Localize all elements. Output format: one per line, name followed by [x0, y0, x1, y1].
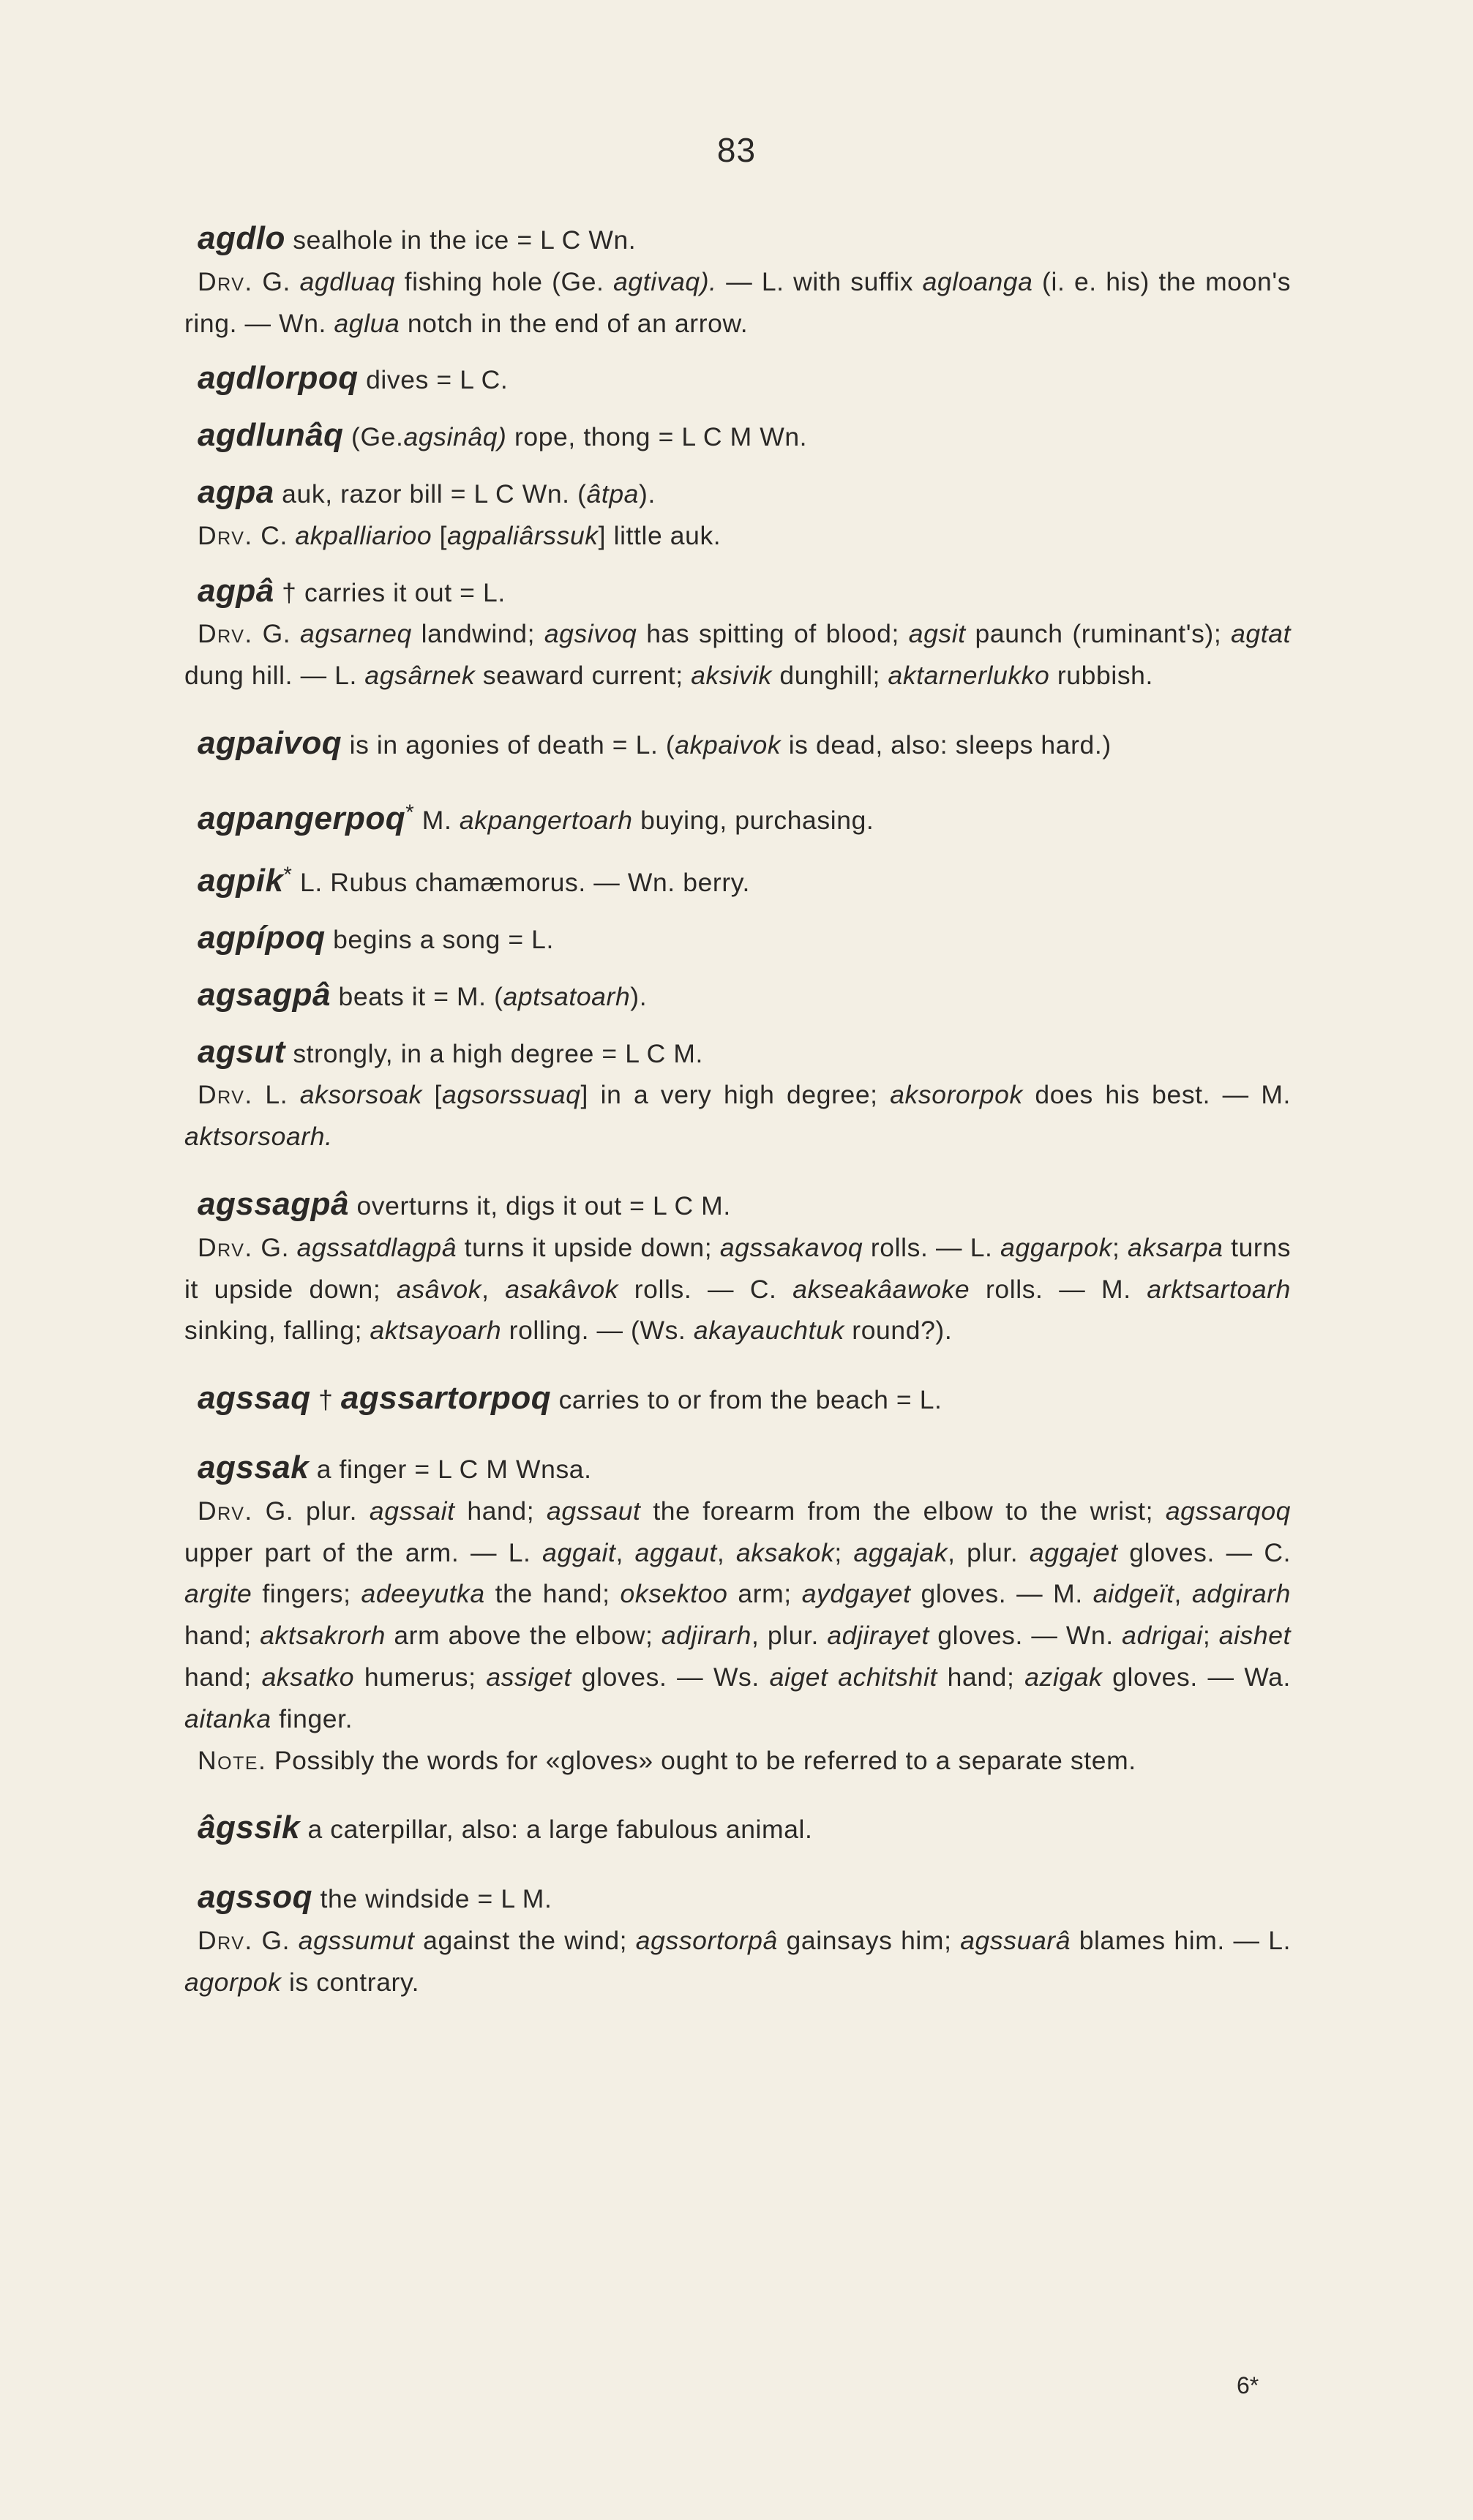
entry-agsagpa: agsagpâ beats it = M. (aptsatoarh).	[198, 976, 648, 1013]
entry-agpipoq: agpípoq begins a song = L.	[198, 920, 554, 956]
headword: agdlorpoq	[198, 360, 359, 397]
entry-agssaq: agssaq † agssartorpoq carries to or from the beach = L.	[198, 1380, 942, 1417]
headword: agpípoq	[198, 920, 326, 956]
derivation-label: Drv.	[198, 619, 253, 649]
entry-column	[184, 218, 1291, 2030]
headword: agssak	[198, 1449, 310, 1485]
derivation-label: Drv.	[198, 1232, 253, 1262]
entry-agdlunaq: agdlunâq (Ge.agsinâq) rope, thong = L C M Wn.	[198, 417, 808, 454]
headword: agssaq	[198, 1380, 311, 1417]
headword: agpaivoq	[198, 724, 342, 761]
headword: agsagpâ	[198, 976, 331, 1013]
entry-agsut: agsut strongly, in a high degree = L C M. Drv. L. aksorsoak [agsorssuaq] in a very high degree; aksororpok does his best. — M. aktsorsoarh.	[184, 1033, 1291, 1152]
derivation-label: Drv.	[198, 1496, 253, 1526]
headword: agdlo	[198, 220, 285, 256]
entry-agdlorpoq	[184, 358, 1291, 401]
headword: agpangerpoq	[198, 800, 406, 836]
page-number: 83	[716, 131, 757, 169]
derivation-label: Drv.	[198, 520, 253, 550]
headword: agdlunâq	[198, 417, 344, 454]
gloss: dives = L C.	[366, 365, 509, 395]
note-text: Possibly the words for «gloves» ought to be referred to a separate stem.	[274, 1745, 1136, 1775]
printer-signature: 6*	[1237, 2372, 1259, 2399]
derivation-label: Drv.	[198, 1080, 253, 1110]
headword-secondary: agssartorpoq	[340, 1380, 552, 1417]
headword: agssoq	[198, 1879, 313, 1916]
entry-agssoq: agssoq the windside = L M. Drv. G. agssumut against the wind; agssortorpâ gainsays him; agssuarâ blames him. — L. agorpok is contrary.	[184, 1879, 1292, 1997]
note-label: Note.	[198, 1745, 267, 1775]
entry-agdlo: agdlo sealhole in the ice = L C Wn. Drv. G. agdluaq fishing hole (Ge. agtivaq). — L. with suffix agloanga (i. e. his) the moon's ring. — Wn. aglua notch in the end of an arrow.	[184, 220, 1292, 338]
entry-agpangerpoq: agpangerpoq* M. akpangertoarh buying, purchasing.	[198, 800, 874, 836]
entry-agssik: âgssik a caterpillar, also: a large fabulous animal.	[198, 1810, 813, 1846]
headword: agssagpâ	[198, 1186, 349, 1222]
headword: agpik	[198, 863, 284, 899]
headword: agsut	[198, 1033, 285, 1070]
entry-agssak: agssak a finger = L C M Wnsa. Drv. G. plur. agssait hand; agssaut the forearm from the elbow to the wrist; agssarqoq upper part of the arm. — L. aggait, aggaut, aksakok; aggajak, plur. aggajet gloves. — C. argite fingers; adeeyutka the hand; oksektoo arm; aydgayet gloves. — M. aidgeït, adgirarh hand; aktsakrorh arm above the elbow; adjirarh, plur. adjirayet gloves. — Wn. adrigai; aishet hand; aksatko humerus; assiget gloves. — Ws. aiget achitshit hand; azigak gloves. — Wa. aitanka finger. Note. Possibly the words for «gloves» ought to be referred to a separate stem.	[184, 1449, 1292, 1775]
derivation-label: Drv.	[198, 266, 253, 296]
gloss: sealhole in the ice = L C Wn.	[293, 225, 637, 255]
headword: agpâ	[198, 572, 274, 609]
entry-agssagpa: agssagpâ overturns it, digs it out = L C M. Drv. G. agssatdlagpâ turns it upside down; agssakavoq rolls. — L. aggarpok; aksarpa turns it upside down; asâvok, asakâvok rolls. — C. akseakâawoke rolls. — M. arktsartoarh sinking, falling; aktsayoarh rolling. — (Ws. akayauchtuk round?).	[184, 1186, 1292, 1346]
entry-agpa-2: agpâ † carries it out = L. Drv. G. agsarneq landwind; agsivoq has spitting of blood; agsit paunch (ruminant's); agtat dung hill. — L. agsârnek seaward current; aksivik dunghill; aktarnerlukko rubbish.	[184, 572, 1292, 691]
headword: âgssik	[198, 1810, 300, 1846]
entry-agpik: agpik* L. Rubus chamæmorus. — Wn. berry.	[198, 863, 750, 899]
entry-agpaivoq: agpaivoq is in agonies of death = L. (akpaivok is dead, also: sleeps hard.)	[198, 724, 1112, 761]
headword: agpa	[198, 473, 274, 510]
derivation-label: Drv.	[198, 1925, 253, 1955]
entry-agpa: agpa auk, razor bill = L C Wn. (âtpa). Drv. C. akpalliarioo [agpaliârssuk] little auk.	[198, 473, 721, 550]
